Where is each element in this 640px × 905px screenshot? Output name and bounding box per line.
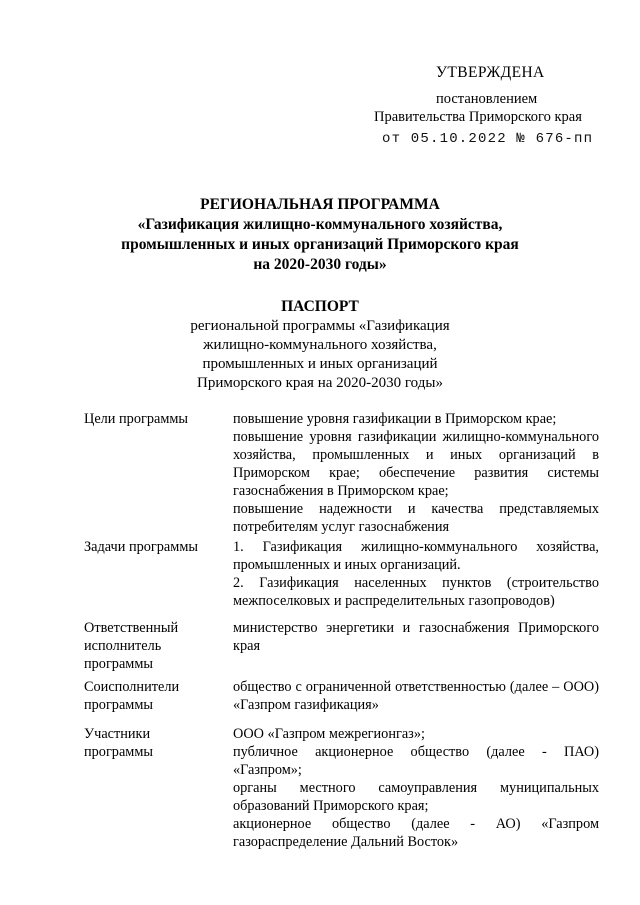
participants-paragraph: публичное акционерное общество (далее - ПАО) «Газпром»; bbox=[233, 744, 599, 778]
label-line: исполнитель bbox=[84, 638, 162, 654]
responsible-paragraph: министерство энергетики и газоснабжения Приморского края bbox=[233, 620, 599, 654]
title-line-1: РЕГИОНАЛЬНАЯ ПРОГРАММА bbox=[200, 196, 440, 213]
title-line-4: на 2020-2030 годы» bbox=[253, 256, 387, 273]
participants-paragraph: акционерное общество (далее - АО) «Газпром газораспределение Дальний Восток» bbox=[233, 816, 599, 850]
row-value-participants bbox=[233, 725, 599, 851]
goals-paragraph: повышение уровня газификации жилищно-коммунального хозяйства, промышленных и иных организаций в Приморском крае; обеспечение развития системы газоснабжения в Приморском крае; bbox=[233, 429, 599, 499]
decree-text: постановлением bbox=[436, 91, 538, 107]
participants-paragraph: органы местного самоуправления муниципальных образований Приморского края; bbox=[233, 780, 599, 814]
row-label-goals: Цели программы bbox=[84, 411, 189, 427]
row-value-coexecutors bbox=[233, 678, 599, 714]
document-title bbox=[0, 195, 640, 275]
row-label-responsible bbox=[84, 619, 224, 673]
approved-stamp-text: УТВЕРЖДЕНА bbox=[436, 64, 545, 81]
row-label-participants bbox=[84, 725, 224, 761]
passport-subtitle-line-4: Приморского края на 2020-2030 годы» bbox=[197, 375, 443, 391]
row-value-goals bbox=[233, 410, 599, 536]
row-label-tasks: Задачи программы bbox=[84, 539, 198, 555]
goals-paragraph: повышение уровня газификации в Приморском крае; bbox=[233, 411, 557, 427]
title-line-2: «Газификация жилищно-коммунального хозяйства, bbox=[137, 216, 503, 233]
participants-paragraph: ООО «Газпром межрегионгаз»; bbox=[233, 726, 425, 742]
passport-heading-block bbox=[0, 297, 640, 393]
tasks-paragraph: 2. Газификация населенных пунктов (строительство межпоселковых и распределительных газопроводов) bbox=[233, 575, 599, 609]
label-line: Соисполнители bbox=[84, 679, 180, 695]
decree-date-number: от 05.10.2022 № 676-пп bbox=[382, 131, 594, 147]
coexecutors-paragraph: общество с ограниченной ответственностью (далее – ООО) «Газпром газификация» bbox=[233, 679, 599, 713]
label-line: программы bbox=[84, 697, 154, 713]
row-label-coexecutors bbox=[84, 678, 224, 714]
tasks-paragraph: 1. Газификация жилищно-коммунального хозяйства, промышленных и иных организаций. bbox=[233, 539, 599, 573]
row-value-responsible bbox=[233, 619, 599, 655]
passport-subtitle-line-2: жилищно-коммунального хозяйства, bbox=[203, 337, 437, 353]
passport-subtitle-line-3: промышленных и иных организаций bbox=[202, 356, 438, 372]
goals-paragraph: повышение надежности и качества представляемых потребителям услуг газоснабжения bbox=[233, 501, 599, 535]
label-line: Участники bbox=[84, 726, 151, 742]
passport-heading: ПАСПОРТ bbox=[281, 298, 359, 315]
label-line: программы bbox=[84, 744, 154, 760]
passport-subtitle-line-1: региональной программы «Газификация bbox=[190, 318, 450, 334]
label-line: программы bbox=[84, 656, 154, 672]
government-text: Правительства Приморского края bbox=[374, 109, 582, 125]
label-line: Ответственный bbox=[84, 620, 179, 636]
row-value-tasks bbox=[233, 538, 599, 610]
title-line-3: промышленных и иных организаций Приморского края bbox=[121, 236, 519, 253]
